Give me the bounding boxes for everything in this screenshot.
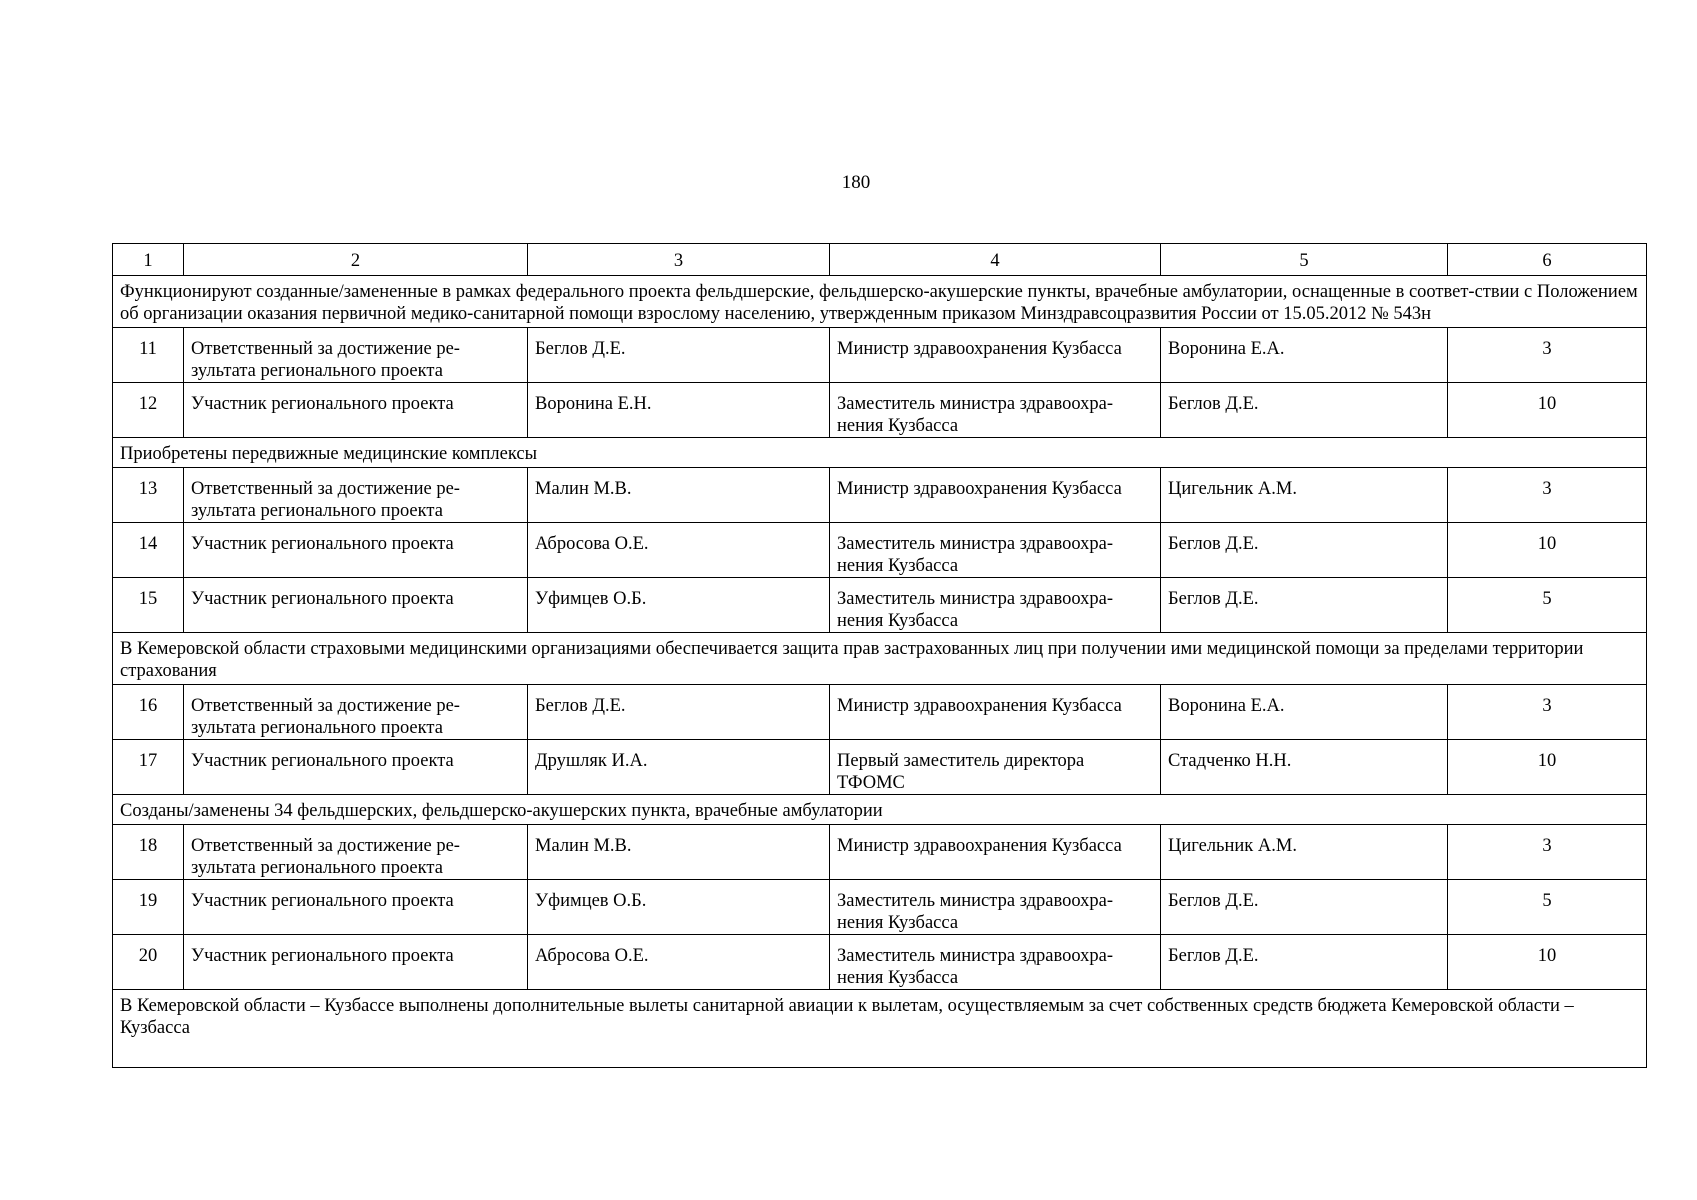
page-number: 180 [841, 172, 871, 193]
role-cell: Участник регионального проекта [184, 880, 528, 935]
name-cell: Уфимцев О.Б. [528, 880, 830, 935]
column-number-row [113, 244, 1647, 276]
position-cell: Министр здравоохранения Кузбасса [830, 468, 1161, 523]
table-row [113, 468, 1647, 523]
section-heading: Функционируют созданные/замененные в рамках федерального проекта фельдшерские, фельдшерско-акушерские пункты, врачебные амбулатории, оснащенные в соответ-ствии с Положением об организации оказания первичной медико-санитарной помощи взрослому населению, утвержденным приказом Минздравсоцразвития России от 15.05.2012 № 543н [113, 276, 1647, 328]
share-cell: 3 [1448, 328, 1647, 383]
row-number-cell: 12 [113, 383, 184, 438]
responsibility-table [112, 243, 1647, 1068]
name-cell: Беглов Д.Е. [528, 685, 830, 740]
row-number-cell: 17 [113, 740, 184, 795]
column-number-cell: 6 [1448, 244, 1647, 276]
row-number-cell: 11 [113, 328, 184, 383]
table-row [113, 685, 1647, 740]
share-cell: 10 [1448, 740, 1647, 795]
position-cell: Заместитель министра здравоохра-нения Кузбасса [830, 935, 1161, 990]
table-row [113, 523, 1647, 578]
name-cell: Малин М.В. [528, 468, 830, 523]
position-cell: Заместитель министра здравоохра-нения Кузбасса [830, 383, 1161, 438]
section-heading-row [113, 795, 1647, 825]
column-number-cell: 4 [830, 244, 1161, 276]
table-row [113, 740, 1647, 795]
table-row [113, 383, 1647, 438]
supervisor-cell: Беглов Д.Е. [1161, 935, 1448, 990]
share-cell: 10 [1448, 523, 1647, 578]
name-cell: Беглов Д.Е. [528, 328, 830, 383]
supervisor-cell: Беглов Д.Е. [1161, 383, 1448, 438]
share-cell: 10 [1448, 383, 1647, 438]
table-row [113, 328, 1647, 383]
position-cell: Министр здравоохранения Кузбасса [830, 328, 1161, 383]
name-cell: Воронина Е.Н. [528, 383, 830, 438]
supervisor-cell: Беглов Д.Е. [1161, 578, 1448, 633]
row-number-cell: 20 [113, 935, 184, 990]
share-cell: 5 [1448, 578, 1647, 633]
supervisor-cell: Цигельник А.М. [1161, 825, 1448, 880]
row-number-cell: 15 [113, 578, 184, 633]
role-cell: Ответственный за достижение ре-зультата регионального проекта [184, 825, 528, 880]
share-cell: 3 [1448, 468, 1647, 523]
position-cell: Заместитель министра здравоохра-нения Кузбасса [830, 578, 1161, 633]
role-cell: Участник регионального проекта [184, 935, 528, 990]
share-cell: 10 [1448, 935, 1647, 990]
section-heading-row [113, 438, 1647, 468]
name-cell: Абросова О.Е. [528, 523, 830, 578]
supervisor-cell: Цигельник А.М. [1161, 468, 1448, 523]
position-cell: Заместитель министра здравоохра-нения Кузбасса [830, 523, 1161, 578]
position-cell: Министр здравоохранения Кузбасса [830, 825, 1161, 880]
share-cell: 3 [1448, 685, 1647, 740]
role-cell: Участник регионального проекта [184, 523, 528, 578]
position-cell: Министр здравоохранения Кузбасса [830, 685, 1161, 740]
position-cell: Первый заместитель директора ТФОМС [830, 740, 1161, 795]
section-heading-row [113, 276, 1647, 328]
column-number-cell: 5 [1161, 244, 1448, 276]
role-cell: Ответственный за достижение ре-зультата регионального проекта [184, 685, 528, 740]
name-cell: Уфимцев О.Б. [528, 578, 830, 633]
row-number-cell: 13 [113, 468, 184, 523]
supervisor-cell: Беглов Д.Е. [1161, 523, 1448, 578]
row-number-cell: 16 [113, 685, 184, 740]
section-heading: Приобретены передвижные медицинские комплексы [113, 438, 1647, 468]
column-number-cell: 3 [528, 244, 830, 276]
section-heading: В Кемеровской области страховыми медицинскими организациями обеспечивается защита прав застрахованных лиц при получении ими медицинской помощи за пределами территории страхования [113, 633, 1647, 685]
table-row [113, 935, 1647, 990]
supervisor-cell: Стадченко Н.Н. [1161, 740, 1448, 795]
name-cell: Абросова О.Е. [528, 935, 830, 990]
section-heading: Созданы/заменены 34 фельдшерских, фельдшерско-акушерских пункта, врачебные амбулатории [113, 795, 1647, 825]
role-cell: Участник регионального проекта [184, 383, 528, 438]
name-cell: Малин М.В. [528, 825, 830, 880]
share-cell: 5 [1448, 880, 1647, 935]
section-heading: В Кемеровской области – Кузбассе выполнены дополнительные вылеты санитарной авиации к вылетам, осуществляемым за счет собственных средств бюджета Кемеровской области – Кузбасса [113, 990, 1647, 1068]
table-row [113, 578, 1647, 633]
role-cell: Участник регионального проекта [184, 578, 528, 633]
section-heading-row [113, 633, 1647, 685]
supervisor-cell: Воронина Е.А. [1161, 685, 1448, 740]
column-number-cell: 2 [184, 244, 528, 276]
row-number-cell: 18 [113, 825, 184, 880]
position-cell: Заместитель министра здравоохра-нения Кузбасса [830, 880, 1161, 935]
role-cell: Ответственный за достижение ре-зультата регионального проекта [184, 468, 528, 523]
row-number-cell: 14 [113, 523, 184, 578]
row-number-cell: 19 [113, 880, 184, 935]
role-cell: Участник регионального проекта [184, 740, 528, 795]
column-number-cell: 1 [113, 244, 184, 276]
name-cell: Друшляк И.А. [528, 740, 830, 795]
table-row [113, 880, 1647, 935]
supervisor-cell: Беглов Д.Е. [1161, 880, 1448, 935]
section-heading-row [113, 990, 1647, 1068]
table-row [113, 825, 1647, 880]
supervisor-cell: Воронина Е.А. [1161, 328, 1448, 383]
role-cell: Ответственный за достижение ре-зультата регионального проекта [184, 328, 528, 383]
share-cell: 3 [1448, 825, 1647, 880]
